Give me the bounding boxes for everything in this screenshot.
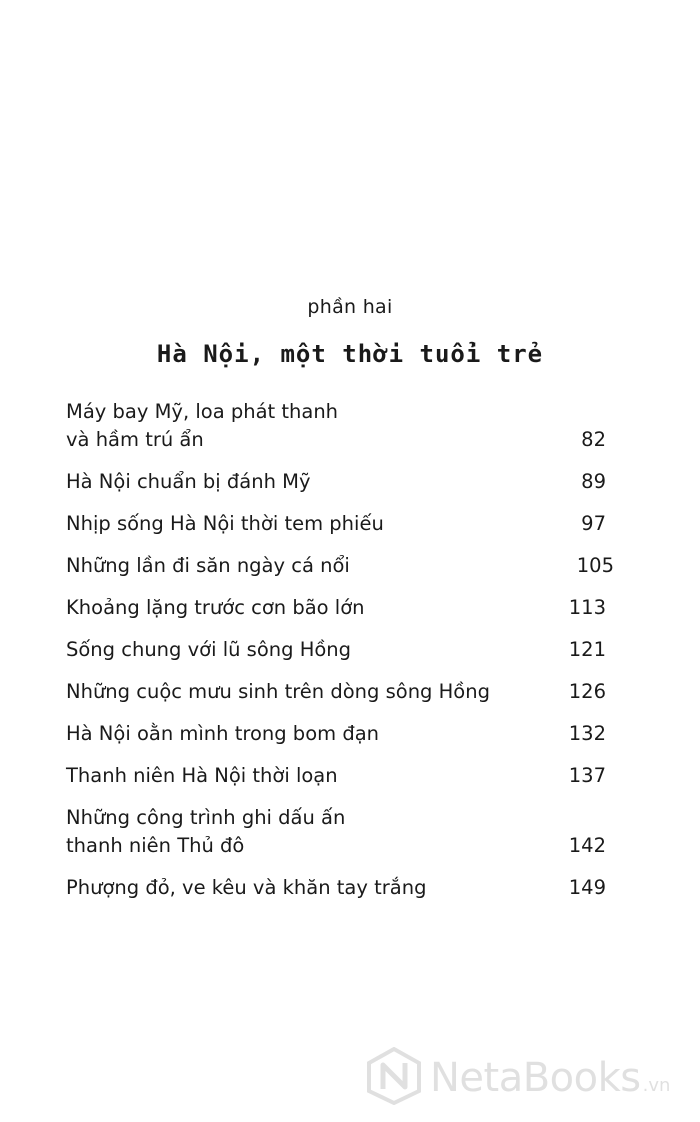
part-label: phần hai (307, 296, 393, 318)
toc-entry (66, 874, 614, 902)
toc-entry (66, 678, 614, 706)
toc-entry-title: thanh niên Thủ đô (66, 834, 245, 857)
toc-page-number: 121 (568, 638, 606, 661)
toc-entry (66, 720, 614, 748)
toc-entry-title: Khoảng lặng trước cơn bão lớn (66, 596, 365, 619)
toc-entry (66, 636, 614, 664)
watermark-suffix: .vn (642, 1074, 671, 1096)
toc-entry-title: Phượng đỏ, ve kêu và khăn tay trắng (66, 876, 427, 899)
toc-entry (66, 398, 614, 454)
toc-entry (66, 594, 614, 622)
toc-page-number: 113 (568, 596, 606, 619)
toc-page-number: 149 (568, 876, 606, 899)
toc-page-number: 105 (576, 554, 614, 577)
toc-page-number: 97 (581, 512, 606, 535)
toc-page-number: 132 (568, 722, 606, 745)
toc-entry-title: và hầm trú ẩn (66, 428, 204, 451)
table-of-contents (66, 398, 614, 916)
toc-entry (66, 552, 614, 580)
toc-entry (66, 804, 614, 860)
toc-page-number: 142 (568, 834, 606, 857)
toc-entry-title: Hà Nội chuẩn bị đánh Mỹ (66, 470, 311, 493)
toc-page-number: 82 (581, 428, 606, 451)
part-title: Hà Nội, một thời tuổi trẻ (156, 340, 544, 368)
toc-page-number: 126 (568, 680, 606, 703)
toc-entry-title: Những lần đi săn ngày cá nổi (66, 554, 350, 577)
toc-page-number: 89 (581, 470, 606, 493)
toc-entry-title: Hà Nội oằn mình trong bom đạn (66, 722, 379, 745)
toc-entry (66, 468, 614, 496)
watermark-brand: NetaBooks (430, 1055, 641, 1101)
watermark (366, 1048, 686, 1108)
toc-entry (66, 510, 614, 538)
toc-page-number: 137 (568, 764, 606, 787)
toc-entry-title: Sống chung với lũ sông Hồng (66, 638, 352, 661)
toc-entry-title: Những công trình ghi dấu ấn (66, 806, 346, 829)
toc-entry-title: Nhịp sống Hà Nội thời tem phiếu (66, 512, 384, 535)
netabooks-logo-icon (366, 1047, 422, 1109)
toc-entry-title: Những cuộc mưu sinh trên dòng sông Hồng (66, 680, 490, 703)
toc-entry (66, 762, 614, 790)
toc-entry-title: Thanh niên Hà Nội thời loạn (66, 764, 338, 787)
toc-entry-title: Máy bay Mỹ, loa phát thanh (66, 400, 339, 423)
